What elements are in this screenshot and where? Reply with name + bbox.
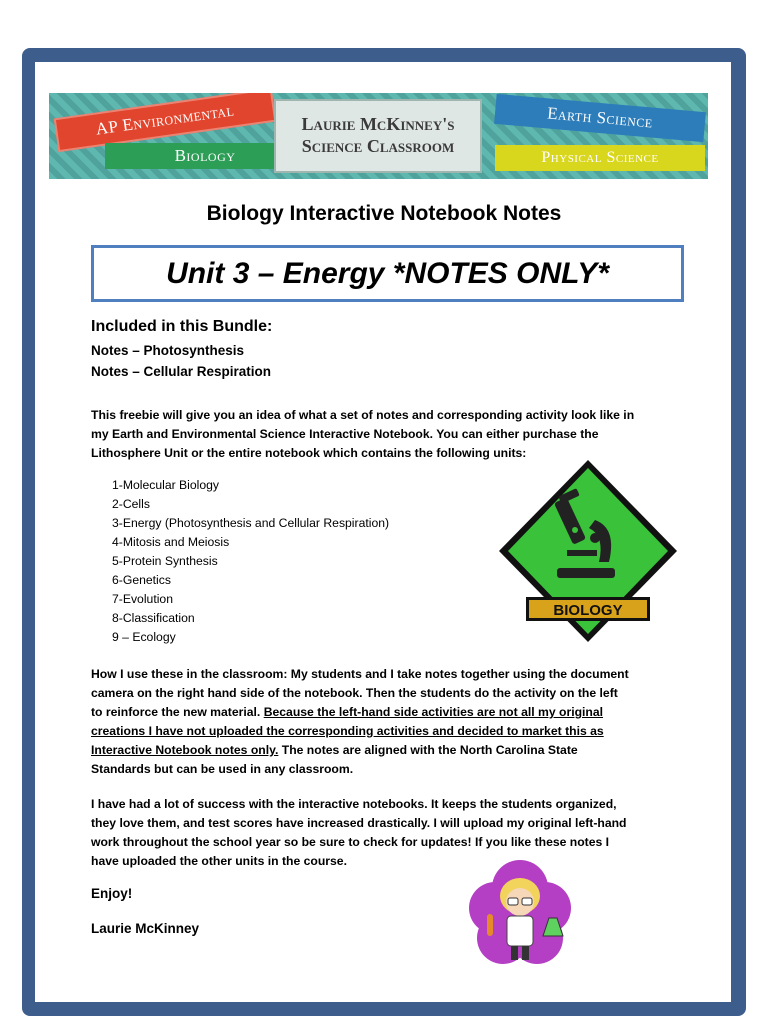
banner-center-line2: Science Classroom <box>301 136 455 156</box>
closing-text: Enjoy! <box>91 886 133 901</box>
usage-paragraph <box>91 665 681 779</box>
usage-underlined: Because the left-hand side activities are not all my original <box>263 705 604 719</box>
intro-line: my Earth and Environmental Science Interactive Notebook. You can either purchase the <box>91 427 599 441</box>
badge-label: BIOLOGY <box>553 602 623 619</box>
intro-paragraph <box>91 406 681 463</box>
bundle-item: Notes – Cellular Respiration <box>91 364 272 379</box>
bundle-item: Notes – Photosynthesis <box>91 343 245 358</box>
usage-underlined: creations I have not uploaded the corresponding activities and decided to market this as <box>91 724 604 738</box>
usage-line <box>91 703 681 722</box>
success-line: work throughout the school year so be sure to check for updates! If you like these notes I <box>91 835 610 849</box>
bundle-heading: Included in this Bundle: <box>91 318 273 335</box>
unit-list-item: 5-Protein Synthesis <box>112 554 218 568</box>
success-line: have uploaded the other units in the course. <box>91 854 347 868</box>
usage-underlined: Interactive Notebook notes only. <box>91 743 279 757</box>
ribbon-biology: Biology <box>105 143 305 169</box>
usage-text: The notes are aligned with the North Carolina State <box>278 743 578 757</box>
signature: Laurie McKinney <box>91 921 200 936</box>
unit-list-item: 2-Cells <box>112 497 150 511</box>
success-paragraph <box>91 795 681 871</box>
ribbon-ap-environmental: AP Environmental <box>54 93 277 152</box>
usage-text: to reinforce the new material. <box>91 705 264 719</box>
units-list <box>112 476 389 647</box>
unit-list-item: 3-Energy (Photosynthesis and Cellular Respiration) <box>112 516 390 530</box>
unit-list-item: 4-Mitosis and Meiosis <box>112 535 230 549</box>
banner-center-title <box>274 99 482 173</box>
unit-title-box: Unit 3 – Energy *NOTES ONLY* <box>91 245 684 302</box>
usage-line: How I use these in the classroom: My students and I take notes together using the document <box>91 667 629 681</box>
document-title: Biology Interactive Notebook Notes <box>206 202 562 225</box>
unit-list-item: 1-Molecular Biology <box>112 478 220 492</box>
unit-list-item: 8-Classification <box>112 611 195 625</box>
biology-microscope-badge <box>497 458 679 644</box>
unit-list-item: 7-Evolution <box>112 592 173 606</box>
unit-list-item: 6-Genetics <box>112 573 171 587</box>
ribbon-physical-science: Physical Science <box>495 145 705 171</box>
intro-line: Lithosphere Unit or the entire notebook which contains the following units: <box>91 446 527 460</box>
unit-list-item: 9 – Ecology <box>112 630 176 644</box>
usage-line <box>91 741 681 760</box>
success-line: I have had a lot of success with the interactive notebooks. It keeps the students organized, <box>91 797 617 811</box>
usage-line: camera on the right hand side of the notebook. Then the students do the activity on the left <box>91 686 618 700</box>
usage-line: Standards but can be used in any classroom. <box>91 762 354 776</box>
scientist-avatar-image <box>465 858 575 970</box>
ribbon-earth-science: Earth Science <box>494 94 706 142</box>
intro-line: This freebie will give you an idea of what a set of notes and corresponding activity look like in <box>91 408 635 422</box>
banner-center-line1: Laurie McKinney's <box>301 114 455 134</box>
header-banner <box>49 93 708 179</box>
success-line: they love them, and test scores have increased drastically. I will upload my original left-hand <box>91 816 627 830</box>
